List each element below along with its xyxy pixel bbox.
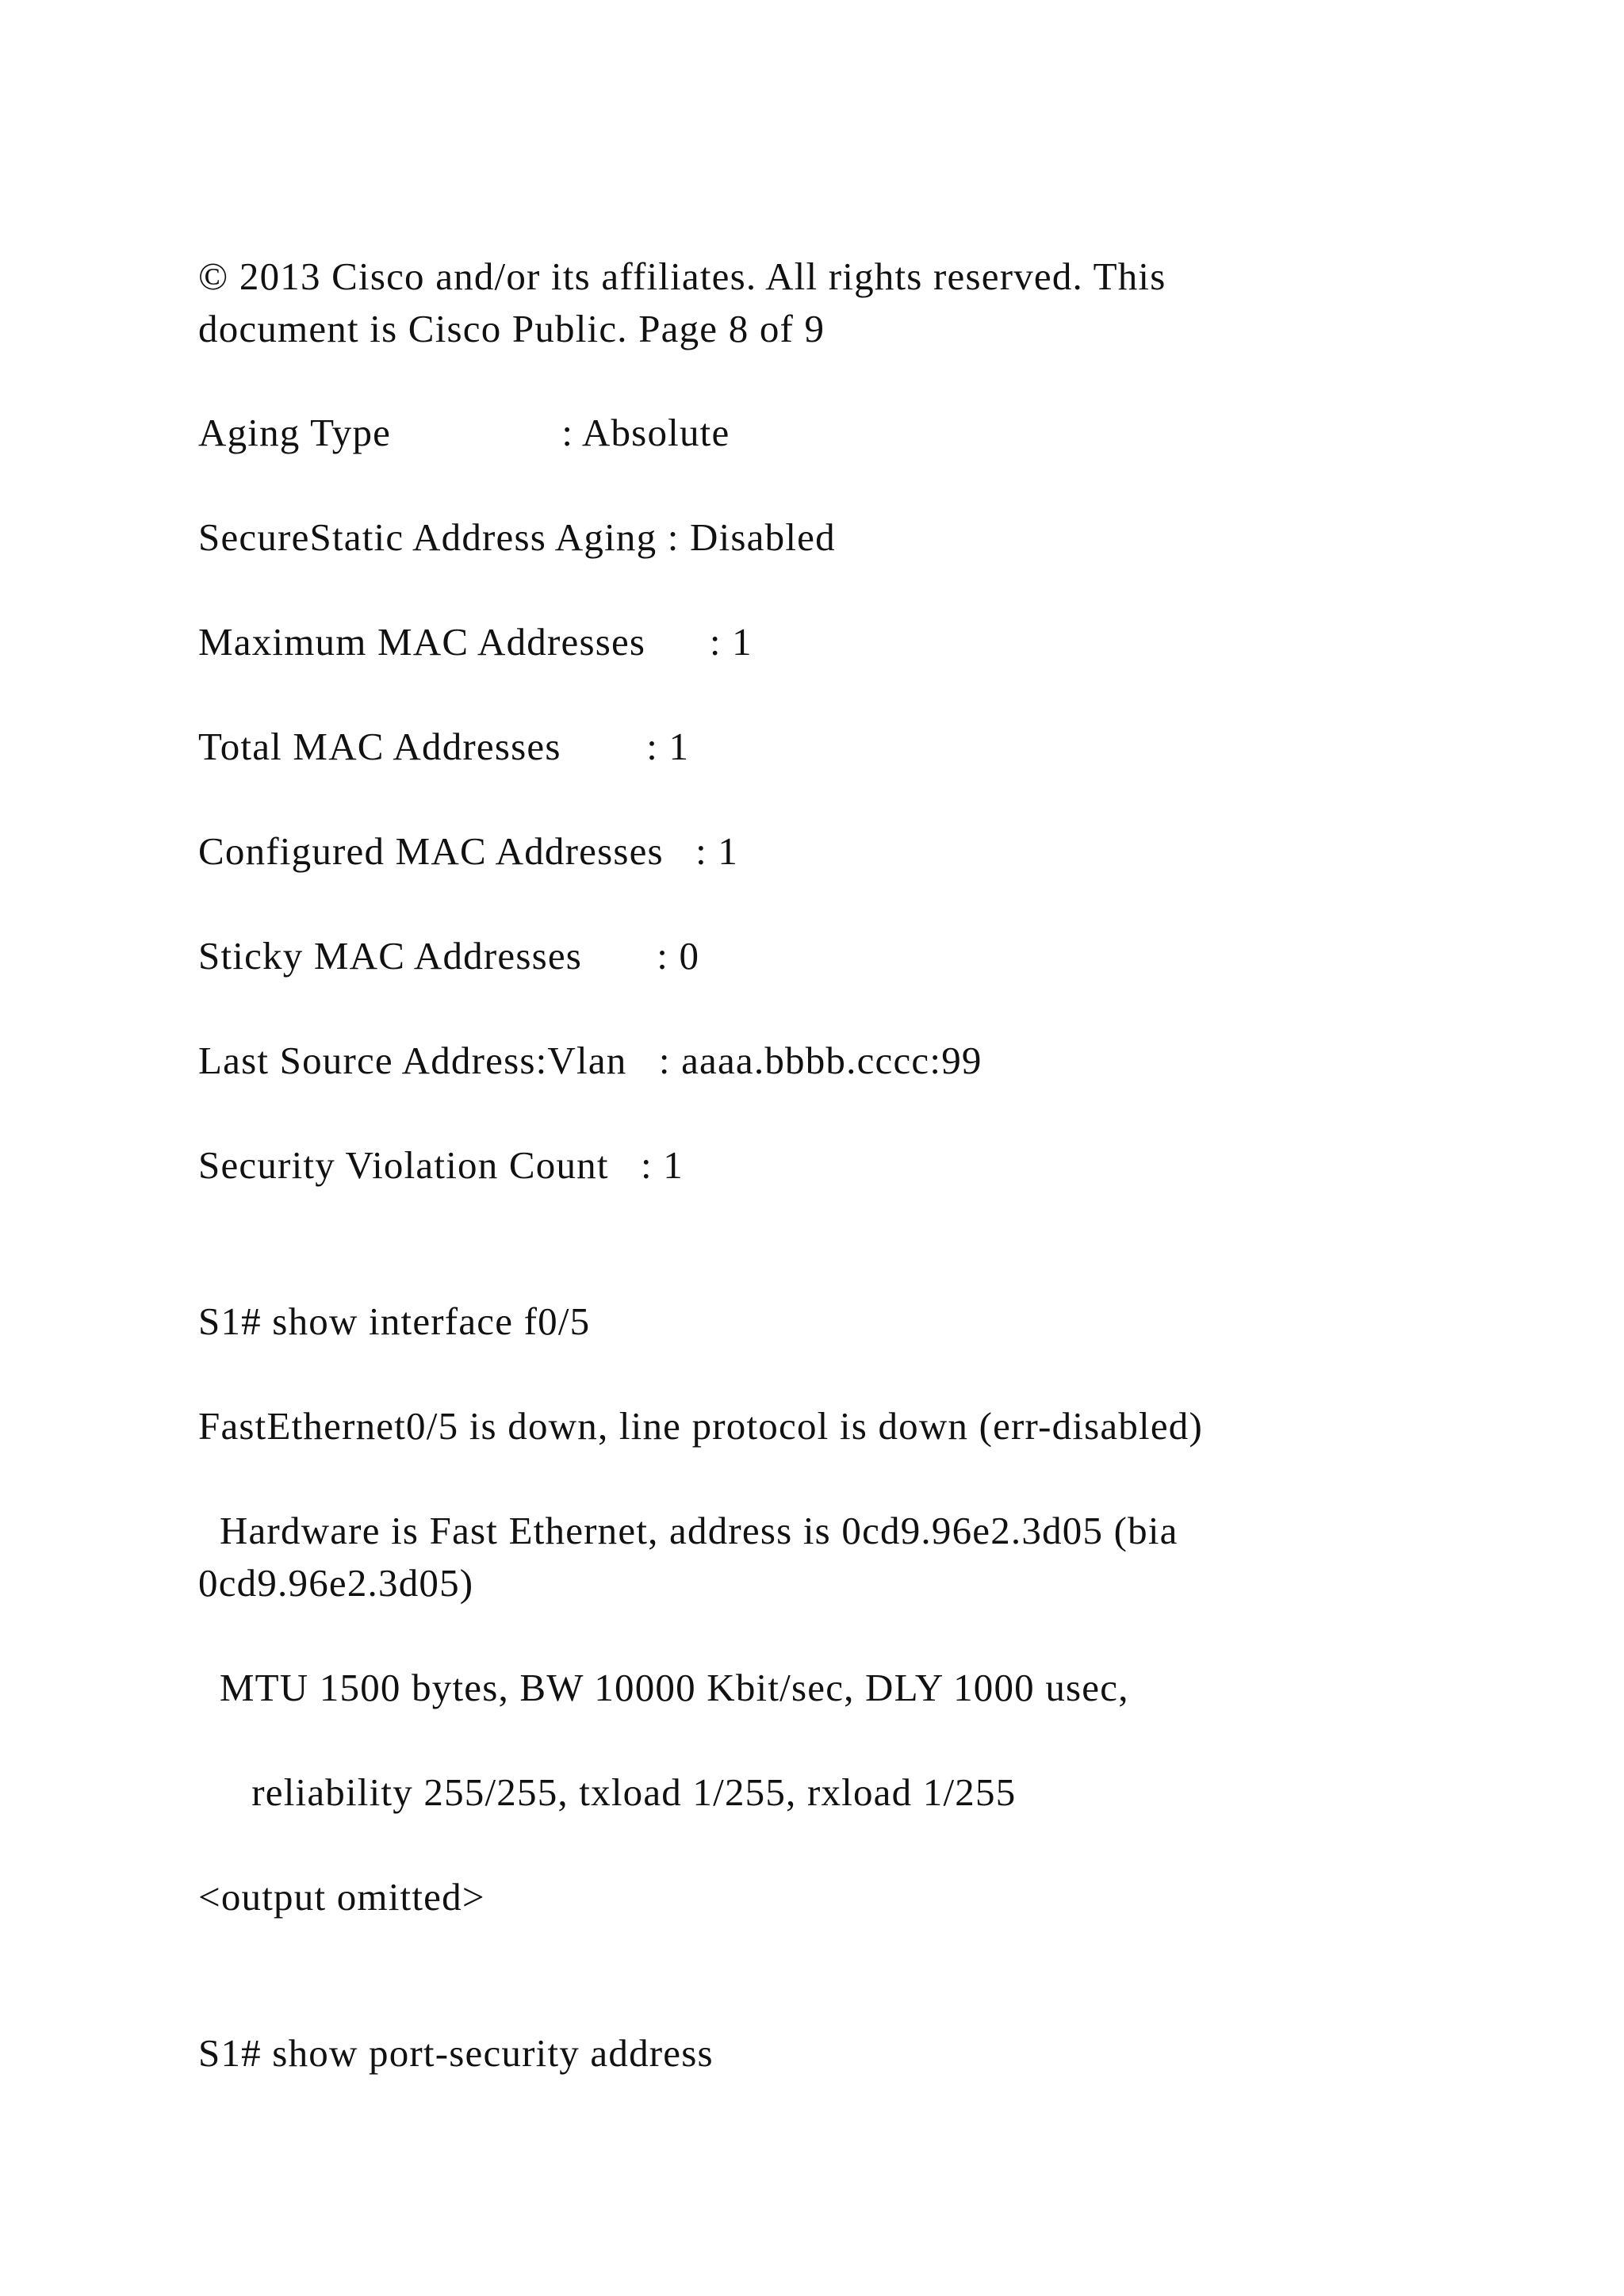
output-omitted-line: <output omitted>: [198, 1875, 485, 1919]
show-interface-command: S1# show interface f0/5: [198, 1299, 591, 1343]
aging-type-line: Aging Type : Absolute: [198, 411, 730, 454]
copyright-notice: [198, 251, 1435, 355]
copyright-line-2: document is Cisco Public. Page 8 of 9: [198, 307, 825, 350]
hardware-line: Hardware is Fast Ethernet, address is 0cd9.96e2.3d05 (bia: [198, 1509, 1178, 1552]
maximum-mac-line: Maximum MAC Addresses : 1: [198, 620, 753, 664]
configured-mac-line: Configured MAC Addresses : 1: [198, 829, 739, 873]
mtu-line: MTU 1500 bytes, BW 10000 Kbit/sec, DLY 1000 usec,: [198, 1666, 1129, 1709]
interface-status-line: FastEthernet0/5 is down, line protocol is down (err-disabled): [198, 1404, 1204, 1448]
reliability-line: reliability 255/255, txload 1/255, rxload 1/255: [198, 1770, 1017, 1814]
violation-count-line: Security Violation Count : 1: [198, 1143, 684, 1187]
hardware-line-continued: 0cd9.96e2.3d05): [198, 1561, 474, 1605]
show-port-security-command: S1# show port-security address: [198, 2031, 714, 2075]
last-source-address-line: Last Source Address:Vlan : aaaa.bbbb.cccc:99: [198, 1039, 982, 1082]
sticky-mac-line: Sticky MAC Addresses : 0: [198, 934, 700, 978]
copyright-line-1: © 2013 Cisco and/or its affiliates. All rights reserved. This: [198, 254, 1166, 298]
total-mac-line: Total MAC Addresses : 1: [198, 725, 690, 768]
securestatic-aging-line: SecureStatic Address Aging : Disabled: [198, 515, 836, 559]
